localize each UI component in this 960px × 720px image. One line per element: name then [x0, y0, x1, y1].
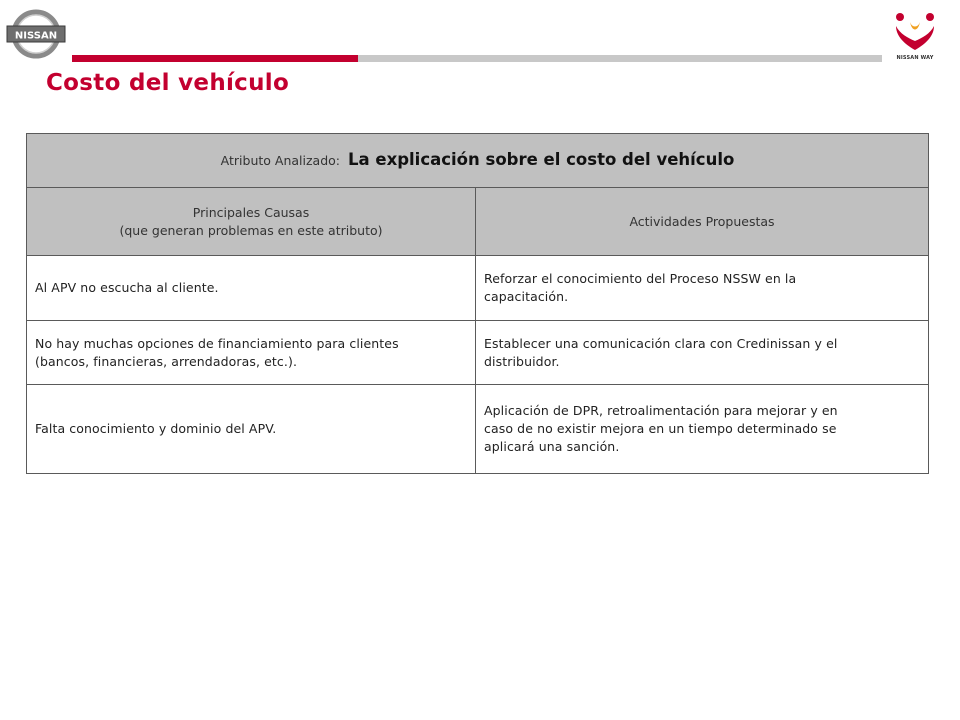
- table-row: [27, 256, 929, 321]
- activity-cell: [476, 256, 929, 321]
- nissan-way-text: NISSAN WAY: [896, 55, 934, 61]
- page-title: Costo del vehículo: [46, 70, 290, 96]
- cause-text: Falta conocimiento y dominio del APV.: [35, 421, 277, 436]
- analysis-table: [26, 133, 929, 474]
- cause-cell: [27, 385, 476, 474]
- column-header-activities: [476, 188, 929, 256]
- activity-text: Aplicación de DPR, retroalimentación para mejorar y en caso de no existir mejora en un tiempo determinado se aplicará una sanción.: [484, 403, 838, 454]
- svg-text:NISSAN: NISSAN: [14, 30, 58, 42]
- table-row: [27, 321, 929, 385]
- column-header-row: [27, 188, 929, 256]
- activity-text: Reforzar el conocimiento del Proceso NSSW en la capacitación.: [484, 271, 797, 304]
- attribute-value: La explicación sobre el costo del vehículo: [347, 150, 735, 169]
- attribute-label: Atributo Analizado:: [220, 153, 340, 168]
- header-bar-gray: [358, 55, 882, 62]
- activity-cell: [476, 385, 929, 474]
- column-header-causes: [27, 188, 476, 256]
- header-bar-accent: [72, 55, 358, 62]
- nissan-logo: [6, 8, 66, 60]
- activity-text: Establecer una comunicación clara con Credinissan y el distribuidor.: [484, 335, 838, 369]
- cause-text: No hay muchas opciones de financiamiento para clientes (bancos, financieras, arrendadoras, etc.).: [35, 335, 399, 369]
- cause-cell: [27, 321, 476, 385]
- attribute-cell: [27, 134, 929, 188]
- activity-cell: [476, 321, 929, 385]
- column-header-activities-label: Actividades Propuestas: [629, 213, 775, 229]
- nissan-way-logo: [890, 8, 940, 66]
- cause-cell: [27, 256, 476, 321]
- table-row: [27, 385, 929, 474]
- attribute-row: [27, 134, 929, 188]
- cause-text: Al APV no escucha al cliente.: [35, 280, 219, 295]
- column-header-causes-label: Principales Causas (que generan problemas en este atributo): [119, 204, 383, 238]
